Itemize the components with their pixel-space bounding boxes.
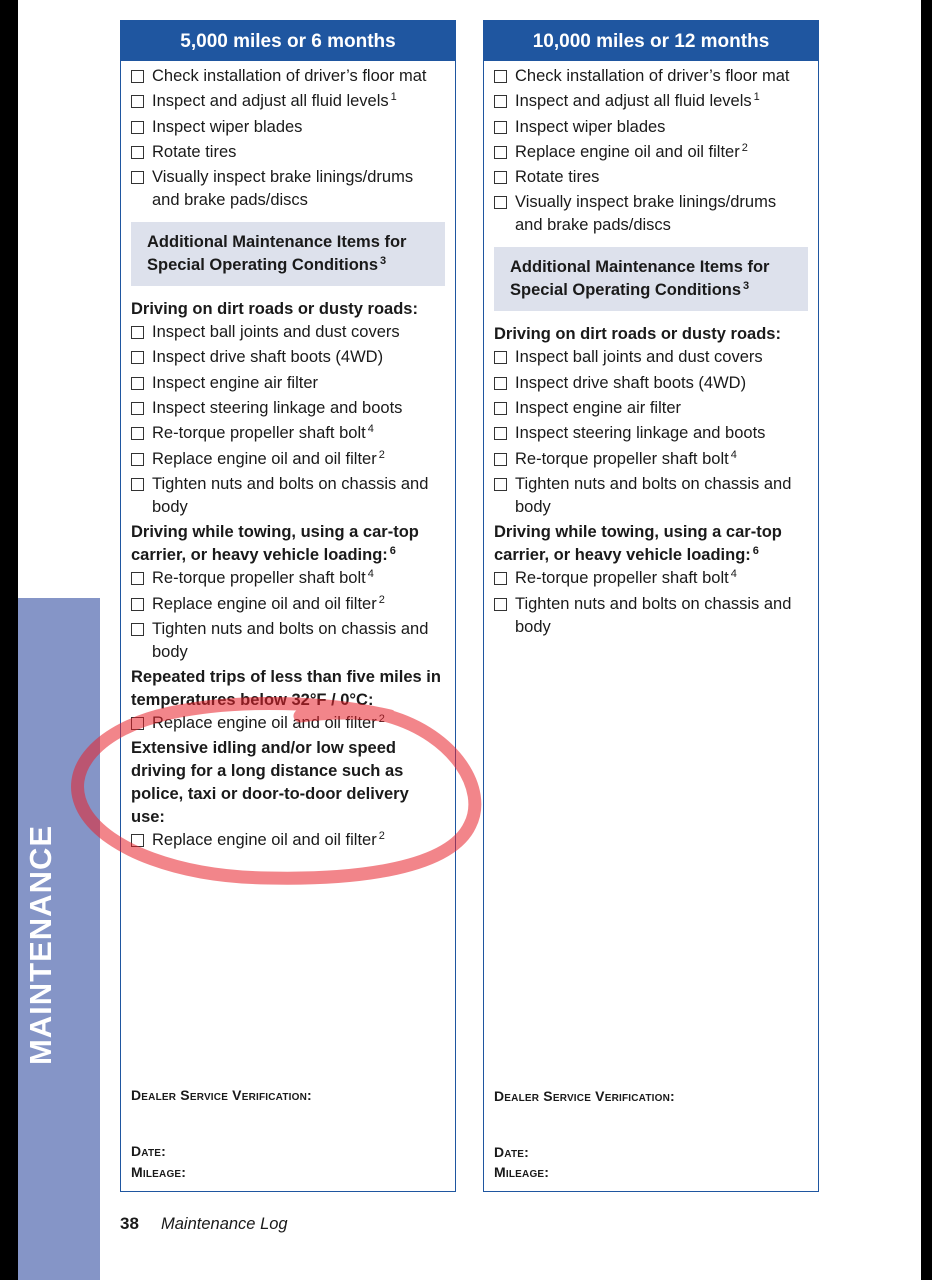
- checklist-item-text: Inspect and adjust all fluid levels: [515, 92, 752, 111]
- checkbox[interactable]: [494, 146, 507, 159]
- checkbox[interactable]: [494, 572, 507, 585]
- checklist-item: [131, 321, 445, 344]
- checklist-item-text: Inspect engine air filter: [515, 399, 682, 418]
- checkbox[interactable]: [494, 427, 507, 440]
- checklist-item-text: Visually inspect brake linings/drums and brake pads/discs: [515, 193, 777, 235]
- condition-heading: [494, 521, 808, 567]
- checklist-item: [131, 372, 445, 395]
- column-body: [121, 61, 455, 852]
- checklist-item-text: Tighten nuts and bolts on chassis and body: [515, 594, 792, 636]
- checkbox[interactable]: [131, 146, 144, 159]
- checkbox[interactable]: [131, 95, 144, 108]
- dealer-verification-label: Dealer Service Verification:: [494, 1088, 675, 1104]
- mileage-label: Mileage:: [131, 1164, 187, 1180]
- page-number: 38: [120, 1214, 139, 1233]
- footnote-ref: 3: [743, 280, 750, 293]
- checklist-item-text: Replace engine oil and oil filter: [152, 594, 377, 613]
- maintenance-column-10000: [483, 20, 819, 1192]
- checklist-item-text: Replace engine oil and oil filter: [152, 714, 377, 733]
- checkbox[interactable]: [494, 70, 507, 83]
- footnote-ref: 4: [367, 568, 374, 581]
- condition-section: [131, 666, 445, 735]
- checklist-item: [131, 422, 445, 445]
- condition-heading-text: Driving on dirt roads or dusty roads:: [494, 325, 781, 344]
- checkbox[interactable]: [131, 834, 144, 847]
- checklist-item-text: Visually inspect brake linings/drums and brake pads/discs: [152, 168, 414, 210]
- checklist-item: [131, 712, 445, 735]
- conditions-sections: [131, 298, 445, 852]
- manual-page: [18, 0, 921, 1280]
- footnote-ref: 4: [730, 568, 737, 581]
- dealer-verification-label: Dealer Service Verification:: [131, 1087, 312, 1103]
- checkbox[interactable]: [131, 598, 144, 611]
- condition-heading: [131, 666, 445, 712]
- checklist-item: [131, 829, 445, 852]
- checklist-item: [494, 473, 808, 519]
- checklist-item: [494, 166, 808, 189]
- checklist-item: [494, 116, 808, 139]
- checklist-item-text: Inspect drive shaft boots (4WD): [152, 348, 384, 367]
- checklist-item-text: Replace engine oil and oil filter: [152, 449, 377, 468]
- checklist-item: [131, 346, 445, 369]
- checklist-item-text: Re-torque propeller shaft bolt: [515, 449, 729, 468]
- condition-heading: [494, 323, 808, 346]
- page-footer-title: Maintenance Log: [161, 1215, 288, 1233]
- maintenance-column-5000: [120, 20, 456, 1192]
- condition-section: [131, 737, 445, 852]
- checkbox[interactable]: [131, 402, 144, 415]
- basic-items-list: [131, 65, 445, 212]
- checkbox[interactable]: [131, 326, 144, 339]
- checkbox[interactable]: [131, 351, 144, 364]
- condition-heading: [131, 298, 445, 321]
- checklist-item: [494, 448, 808, 471]
- checkbox[interactable]: [131, 70, 144, 83]
- checklist-item: [131, 90, 445, 113]
- checkbox[interactable]: [494, 95, 507, 108]
- footnote-ref: 3: [380, 255, 387, 268]
- checklist-item-text: Inspect wiper blades: [152, 117, 303, 136]
- checkbox[interactable]: [131, 572, 144, 585]
- checkbox[interactable]: [494, 351, 507, 364]
- checklist-item-text: Replace engine oil and oil filter: [152, 831, 377, 850]
- checkbox[interactable]: [131, 121, 144, 134]
- checklist-item-text: Inspect wiper blades: [515, 117, 666, 136]
- additional-items-box: [494, 247, 808, 311]
- footnote-ref: 2: [741, 141, 748, 154]
- footnote-ref: 6: [389, 545, 396, 558]
- checklist-item-text: Re-torque propeller shaft bolt: [515, 569, 729, 588]
- condition-section: [131, 298, 445, 519]
- checklist-item-text: Inspect steering linkage and boots: [515, 424, 766, 443]
- checklist-item: [131, 618, 445, 664]
- checkbox[interactable]: [494, 171, 507, 184]
- condition-heading: [131, 521, 445, 567]
- checklist-item: [131, 141, 445, 164]
- condition-heading-text: Extensive idling and/or low speed driving for a long distance such as police, taxi or door-to-door delivery use:: [131, 739, 409, 827]
- checklist-item: [494, 397, 808, 420]
- checklist-item: [494, 567, 808, 590]
- additional-items-title: Additional Maintenance Items for Special Operating Conditions: [147, 233, 407, 275]
- checklist-item: [131, 166, 445, 212]
- condition-section: [494, 323, 808, 518]
- checklist-item: [131, 116, 445, 139]
- checkbox[interactable]: [131, 478, 144, 491]
- condition-heading: [131, 737, 445, 829]
- condition-heading-text: Driving while towing, using a car-top carrier, or heavy vehicle loading:: [494, 523, 782, 565]
- footnote-ref: 1: [390, 91, 397, 104]
- checkbox[interactable]: [494, 402, 507, 415]
- checkbox[interactable]: [494, 121, 507, 134]
- checkbox[interactable]: [131, 427, 144, 440]
- checklist-item-text: Inspect engine air filter: [152, 373, 319, 392]
- checklist-item: [131, 448, 445, 471]
- checklist-item-text: Inspect drive shaft boots (4WD): [515, 373, 747, 392]
- date-label: Date:: [131, 1143, 167, 1159]
- checkbox[interactable]: [131, 717, 144, 730]
- footnote-ref: 4: [367, 423, 374, 436]
- section-side-tab-label: MAINTENANCE: [23, 824, 58, 1066]
- footnote-ref: 2: [378, 593, 385, 606]
- checkbox[interactable]: [494, 453, 507, 466]
- footnote-ref: 1: [753, 91, 760, 104]
- checkbox[interactable]: [131, 623, 144, 636]
- checkbox[interactable]: [131, 453, 144, 466]
- checklist-item: [131, 567, 445, 590]
- checklist-item-text: Tighten nuts and bolts on chassis and body: [152, 619, 429, 661]
- conditions-sections: [494, 323, 808, 638]
- checklist-item-text: Check installation of driver’s floor mat: [515, 67, 790, 85]
- checklist-item: [494, 422, 808, 445]
- checklist-item: [494, 90, 808, 113]
- column-header: 5,000 miles or 6 months: [121, 21, 455, 61]
- date-label: Date:: [494, 1144, 530, 1160]
- footnote-ref: 2: [378, 713, 385, 726]
- condition-heading-text: Driving on dirt roads or dusty roads:: [131, 300, 418, 319]
- checkbox[interactable]: [494, 196, 507, 209]
- checkbox[interactable]: [494, 478, 507, 491]
- condition-section: [131, 521, 445, 664]
- checklist-item-text: Re-torque propeller shaft bolt: [152, 424, 366, 443]
- footnote-ref: 6: [752, 545, 759, 558]
- checklist-item: [131, 65, 445, 88]
- checklist-item: [494, 141, 808, 164]
- checklist-item: [494, 346, 808, 369]
- checklist-item-text: Tighten nuts and bolts on chassis and body: [515, 474, 792, 516]
- footnote-ref: 2: [378, 448, 385, 461]
- checklist-item-text: Replace engine oil and oil filter: [515, 142, 740, 161]
- checklist-item-text: Inspect and adjust all fluid levels: [152, 92, 389, 111]
- basic-items-list: [494, 65, 808, 237]
- checklist-item: [131, 593, 445, 616]
- checklist-item: [494, 593, 808, 639]
- condition-heading-text: Driving while towing, using a car-top carrier, or heavy vehicle loading:: [131, 523, 419, 565]
- condition-section: [494, 521, 808, 638]
- checklist-item-text: Re-torque propeller shaft bolt: [152, 569, 366, 588]
- footnote-ref: 4: [730, 448, 737, 461]
- checklist-item-text: Inspect ball joints and dust covers: [152, 323, 400, 342]
- additional-items-box: [131, 222, 445, 286]
- checklist-item: [494, 191, 808, 237]
- checklist-item: [131, 473, 445, 519]
- checklist-item: [494, 372, 808, 395]
- mileage-label: Mileage:: [494, 1164, 550, 1180]
- checklist-item-text: Rotate tires: [515, 168, 600, 187]
- column-body: [484, 61, 818, 639]
- checkbox[interactable]: [131, 171, 144, 184]
- footnote-ref: 2: [378, 830, 385, 843]
- checklist-item-text: Inspect steering linkage and boots: [152, 399, 403, 418]
- checklist-item: [494, 65, 808, 88]
- additional-items-title: Additional Maintenance Items for Special Operating Conditions: [510, 258, 770, 300]
- checkbox[interactable]: [494, 598, 507, 611]
- checklist-item-text: Tighten nuts and bolts on chassis and body: [152, 474, 429, 516]
- checklist-item-text: Inspect ball joints and dust covers: [515, 348, 763, 367]
- checkbox[interactable]: [131, 377, 144, 390]
- condition-heading-text: Repeated trips of less than five miles in temperatures below 32°F / 0°C:: [131, 668, 441, 710]
- checklist-item-text: Rotate tires: [152, 142, 237, 161]
- column-header: 10,000 miles or 12 months: [484, 21, 818, 61]
- checkbox[interactable]: [494, 377, 507, 390]
- checklist-item: [131, 397, 445, 420]
- checklist-item-text: Check installation of driver’s floor mat: [152, 67, 427, 85]
